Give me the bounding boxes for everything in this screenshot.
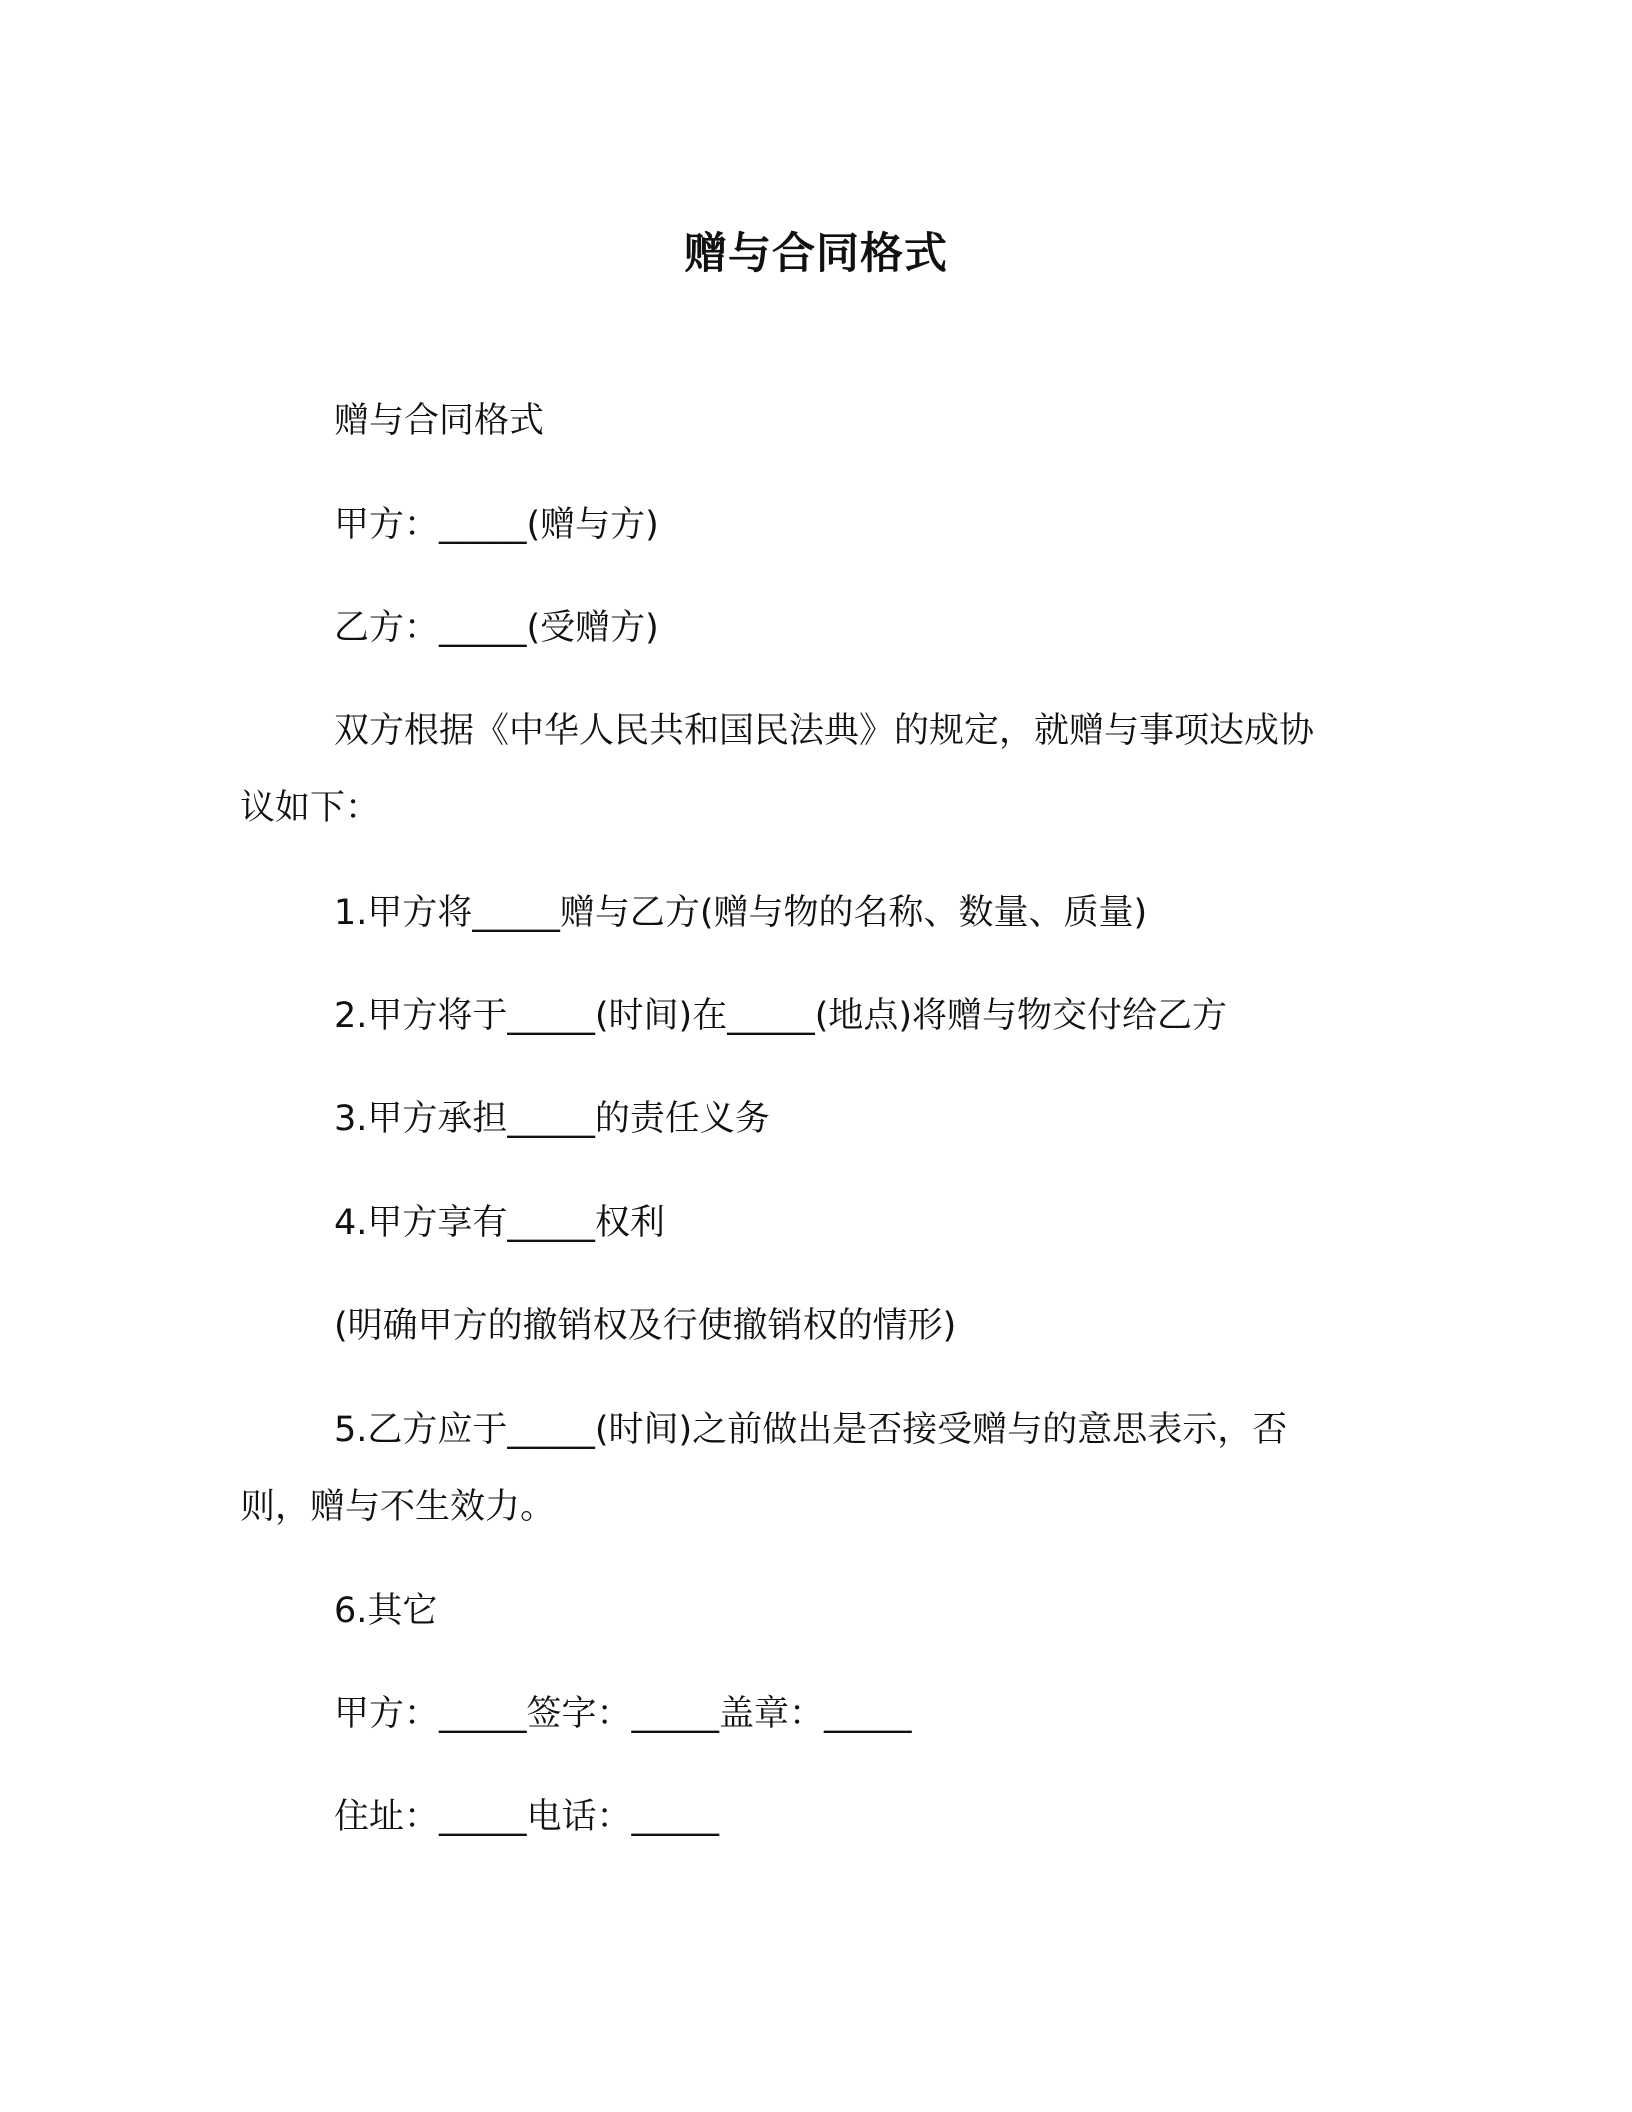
- clause-4-note: (明确甲方的撤销权及行使撤销权的情形): [334, 1306, 957, 1346]
- clause-1: 1.甲方将_____赠与乙方(赠与物的名称、数量、质量): [334, 893, 1148, 933]
- document-title: 赠与合同格式: [684, 229, 948, 279]
- clause-5-line1: 5.乙方应于_____(时间)之前做出是否接受赠与的意思表示，否: [334, 1410, 1288, 1450]
- clause-6: 6.其它: [334, 1591, 438, 1631]
- paragraph-preamble-line2: 议如下：: [240, 788, 381, 828]
- clause-3: 3.甲方承担_____的责任义务: [334, 1099, 770, 1139]
- paragraph-subtitle: 赠与合同格式: [334, 401, 545, 441]
- signature-line: 甲方：_____签字：_____盖章：_____: [334, 1694, 912, 1734]
- clause-5-line2: 则，赠与不生效力。: [240, 1487, 556, 1527]
- paragraph-preamble-line1: 双方根据《中华人民共和国民法典》的规定，就赠与事项达成协: [334, 711, 1315, 751]
- clause-4: 4.甲方享有_____权利: [334, 1203, 665, 1243]
- clause-2: 2.甲方将于_____(时间)在_____(地点)将赠与物交付给乙方: [334, 996, 1228, 1036]
- paragraph-party-a: 甲方：_____(赠与方): [334, 505, 659, 545]
- contact-line: 住址：_____电话：_____: [334, 1797, 720, 1837]
- paragraph-party-b: 乙方：_____(受赠方): [334, 608, 659, 648]
